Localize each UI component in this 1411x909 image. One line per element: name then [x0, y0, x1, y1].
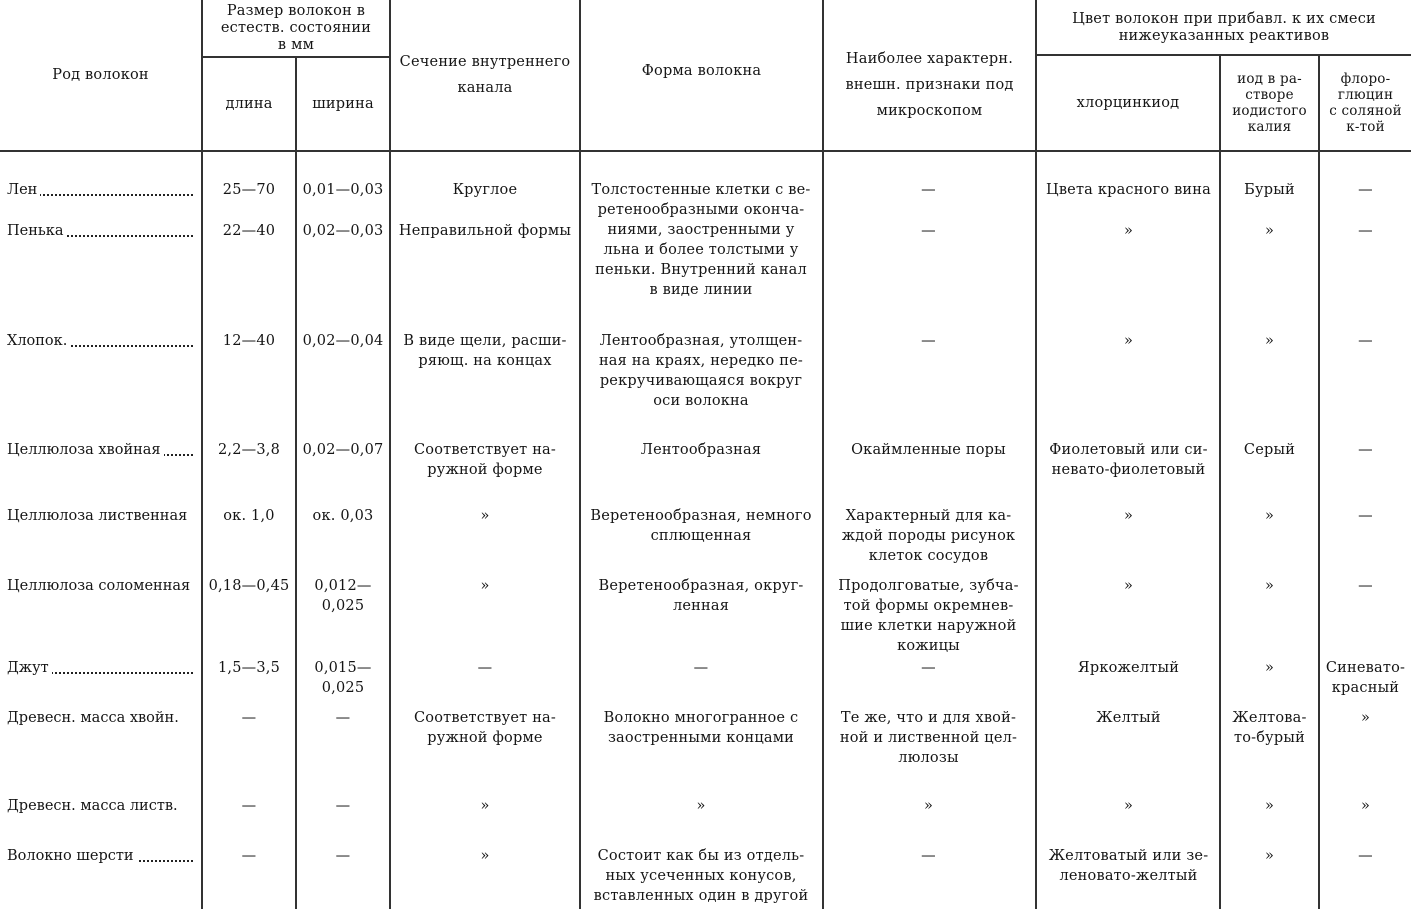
cell-iodine: »	[1264, 848, 1275, 864]
header-iodine: иод в ра- створе иодистого калия	[1232, 71, 1307, 135]
cell-chlorzinc: Желтоватый или зе- леновато-желтый	[1048, 848, 1209, 884]
cell-shape: Веретенообразная, округ- ленная	[598, 578, 804, 614]
cell-phloro: —	[1358, 442, 1373, 458]
header-color-group: Цвет волокон при прибавл. к их смеси нижеуказанных реактивов	[1072, 11, 1376, 44]
cell-iodine: »	[1264, 223, 1275, 239]
cell-canal: »	[480, 578, 490, 594]
cell-canal: »	[480, 798, 490, 814]
cell-shape: Лентообразная, утолщен- ная на краях, нередко пе- рекручивающаяся вокруг оси волокна	[598, 333, 804, 409]
cell-micro: Продолговатые, зубча- той формы окремнев- шие клетки наружной кожицы	[838, 578, 1019, 654]
row-fiber-name	[7, 576, 197, 596]
cell-iodine: Желтова- то-бурый	[1232, 710, 1307, 746]
cell-phloro: —	[1358, 508, 1373, 524]
cell-width: ок. 0,03	[312, 508, 374, 524]
cell-chlorzinc: Яркожелтый	[1077, 660, 1180, 676]
cell-chlorzinc: »	[1123, 508, 1134, 524]
cell-iodine: »	[1264, 798, 1275, 814]
cell-length: 25—70	[222, 182, 276, 198]
cell-canal: Неправильной формы	[398, 223, 572, 239]
row-fiber-name	[7, 221, 197, 241]
cell-length: —	[241, 848, 257, 864]
fiber-name-text: Волокно шерсти	[7, 848, 137, 864]
row-fiber-name	[7, 708, 197, 728]
cell-length: —	[241, 798, 257, 814]
cell-iodine: Серый	[1243, 442, 1296, 458]
row-fiber-name	[7, 506, 197, 526]
cell-shape: Веретенообразная, немного сплющенная	[590, 508, 812, 544]
cell-canal: Соответствует на- ружной форме	[414, 442, 556, 478]
cell-length: 22—40	[222, 223, 276, 239]
cell-width: 0,02—0,07	[302, 442, 384, 458]
fiber-name-text: Целлюлоза лиственная	[7, 508, 190, 524]
cell-phloro: —	[1358, 578, 1373, 594]
cell-length: 2,2—3,8	[217, 442, 281, 458]
header-size-group: Размер волокон в естеств. состоянии в мм	[220, 2, 372, 53]
header-canal: Сечение внутреннего канала	[399, 54, 571, 96]
cell-length: 0,18—0,45	[208, 578, 290, 594]
cell-iodine: »	[1264, 333, 1275, 349]
cell-shape: »	[696, 798, 706, 814]
cell-phloro: —	[1358, 848, 1373, 864]
fiber-name-text: Лен	[7, 182, 40, 198]
cell-canal: Круглое	[452, 182, 518, 198]
cell-iodine: »	[1264, 660, 1275, 676]
cell-micro: —	[921, 333, 936, 349]
header-genus: Род волокон	[52, 67, 149, 83]
cell-phloro: »	[1360, 710, 1371, 726]
cell-chlorzinc: Фиолетовый или си- невато-фиолетовый	[1049, 442, 1208, 478]
header-microscope: Наиболее характерн. внешн. признаки под микроскопом	[845, 51, 1014, 119]
header-chlorzinc: хлорцинкиод	[1076, 95, 1180, 111]
row-fiber-name	[7, 331, 197, 351]
fiber-name-text: Джут	[7, 660, 52, 676]
cell-iodine: Бурый	[1244, 182, 1295, 198]
cell-width: 0,01—0,03	[302, 182, 384, 198]
cell-width: 0,012—0,025	[314, 578, 372, 614]
row-fiber-name	[7, 658, 197, 678]
cell-micro: —	[921, 223, 936, 239]
cell-chlorzinc: Цвета красного вина	[1045, 182, 1212, 198]
fiber-name-text: Целлюлоза хвойная	[7, 442, 164, 458]
cell-canal: »	[480, 508, 490, 524]
cell-shape: Состоит как бы из отдель- ных усеченных конусов, вставленных один в другой	[593, 848, 809, 904]
cell-shape: Волокно многогранное с заостренными концами	[603, 710, 799, 746]
header-width: ширина	[312, 96, 374, 112]
cell-shape: Лентообразная	[640, 442, 762, 458]
cell-phloro: Синевато- красный	[1325, 660, 1406, 696]
cell-canal: —	[477, 660, 493, 676]
cell-width: 0,015—0,025	[314, 660, 372, 696]
cell-micro: —	[921, 660, 936, 676]
cell-canal: В виде щели, расши- ряющ. на концах	[403, 333, 567, 369]
header-bottom-rule	[0, 150, 1411, 152]
cell-micro: »	[923, 798, 934, 814]
cell-micro: —	[921, 848, 936, 864]
fiber-name-text: Древесн. масса листв.	[7, 798, 181, 814]
cell-phloro: —	[1358, 333, 1373, 349]
row-fiber-name	[7, 796, 197, 816]
fiber-name-text: Пенька	[7, 223, 67, 239]
cell-phloro: »	[1360, 798, 1371, 814]
cell-micro: Характерный для ка- ждой породы рисунок клеток сосудов	[841, 508, 1016, 564]
cell-shape: Толстостенные клетки с ве- ретенообразными оконча- ниями, заостренными у льна и более толстыми у пеньки. Внутренний канал в виде линии	[591, 182, 811, 298]
row-fiber-name	[7, 440, 197, 460]
cell-width: —	[335, 848, 351, 864]
cell-width: —	[335, 710, 351, 726]
cell-chlorzinc: »	[1123, 578, 1134, 594]
row-fiber-name	[7, 180, 197, 200]
cell-width: 0,02—0,03	[302, 223, 384, 239]
cell-shape: —	[693, 660, 709, 676]
cell-chlorzinc: »	[1123, 333, 1134, 349]
cell-length: 12—40	[222, 333, 276, 349]
fiber-name-text: Целлюлоза соломенная	[7, 578, 193, 594]
cell-micro: Те же, что и для хвой- ной и лиственной цел- люлозы	[839, 710, 1018, 766]
cell-chlorzinc: »	[1123, 223, 1134, 239]
cell-phloro: —	[1358, 182, 1373, 198]
cell-width: 0,02—0,04	[302, 333, 384, 349]
cell-canal: Соответствует на- ружной форме	[414, 710, 556, 746]
row-fiber-name	[7, 846, 197, 866]
cell-length: 1,5—3,5	[217, 660, 281, 676]
cell-canal: »	[480, 848, 490, 864]
cell-phloro: —	[1358, 223, 1373, 239]
cell-length: —	[241, 710, 257, 726]
cell-chlorzinc: Желтый	[1096, 710, 1161, 726]
header-phloroglucin: флоро- глюцин с соляной к-той	[1329, 71, 1402, 135]
cell-iodine: »	[1264, 508, 1275, 524]
cell-micro: Окаймленные поры	[851, 442, 1006, 458]
fiber-name-text: Древесн. масса хвойн.	[7, 710, 182, 726]
fiber-name-text: Хлопок.	[7, 333, 70, 349]
header-length: длина	[225, 96, 273, 112]
cell-width: —	[335, 798, 351, 814]
header-shape: Форма волокна	[641, 63, 762, 79]
cell-length: ок. 1,0	[223, 508, 275, 524]
cell-iodine: »	[1264, 578, 1275, 594]
cell-chlorzinc: »	[1123, 798, 1134, 814]
cell-micro: —	[921, 182, 936, 198]
